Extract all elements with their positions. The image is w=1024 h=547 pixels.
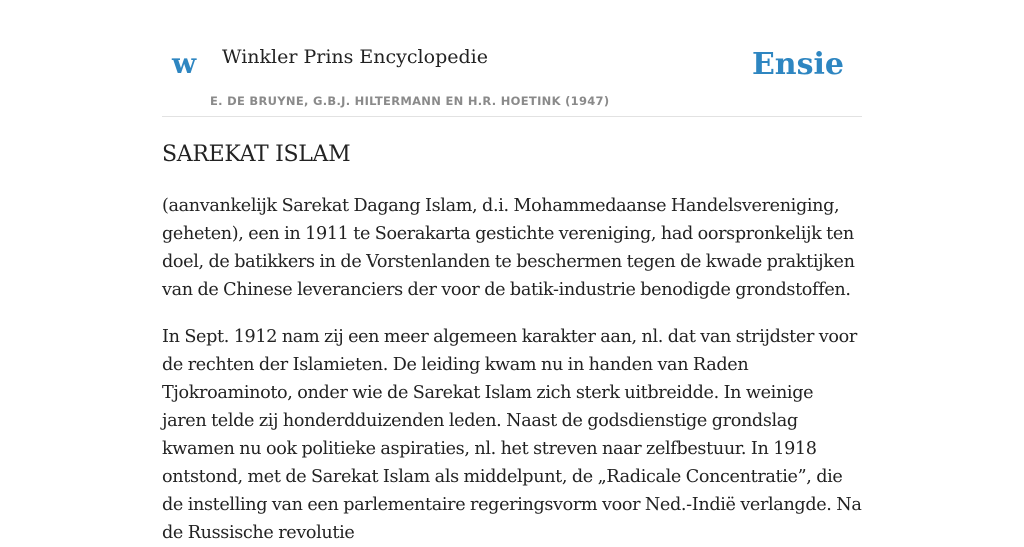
article-body — [162, 140, 862, 547]
ensie-brand-logo[interactable]: Ensie — [751, 47, 844, 82]
article-paragraph: (aanvankelijk Sarekat Dagang Islam, d.i. Mohammedaanse Handelsvereniging, geheten), een in 1911 te Soerakarta gestichte vereniging, had oorspronkelijk ten doel, de batikkers in de Vorstenlanden te beschermen tegen de kwade praktijken van de Chinese leveranciers der voor de batik-industrie benodigde grondstoffen. — [162, 196, 855, 300]
source-title-link[interactable]: Winkler Prins Encyclopedie — [222, 46, 488, 68]
article-paragraph: In Sept. 1912 nam zij een meer algemeen karakter aan, nl. dat van strijdster voor de rechten der Islamieten. De leiding kwam nu in handen van Raden Tjokroaminoto, onder wie de Sarekat Islam zich sterk uitbreidde. In weinige jaren telde zij honderdduizenden leden. Naast de godsdienstige grondslag kwamen nu ook politieke aspiraties, nl. het streven naar zelfbestuur. In 1918 ontstond, met de Sarekat Islam als middelpunt, de „Radicale Concentratie”, die de instelling van een parlementaire regeringsvorm voor Ned.-Indië verlangde. Na de Russische revolutie — [162, 327, 862, 543]
source-authors: E. DE BRUYNE, G.B.J. HILTERMANN EN H.R. HOETINK (1947) — [210, 94, 610, 108]
source-header — [162, 0, 862, 117]
source-logo[interactable]: w — [172, 47, 197, 80]
article-title: SAREKAT ISLAM — [162, 142, 351, 167]
